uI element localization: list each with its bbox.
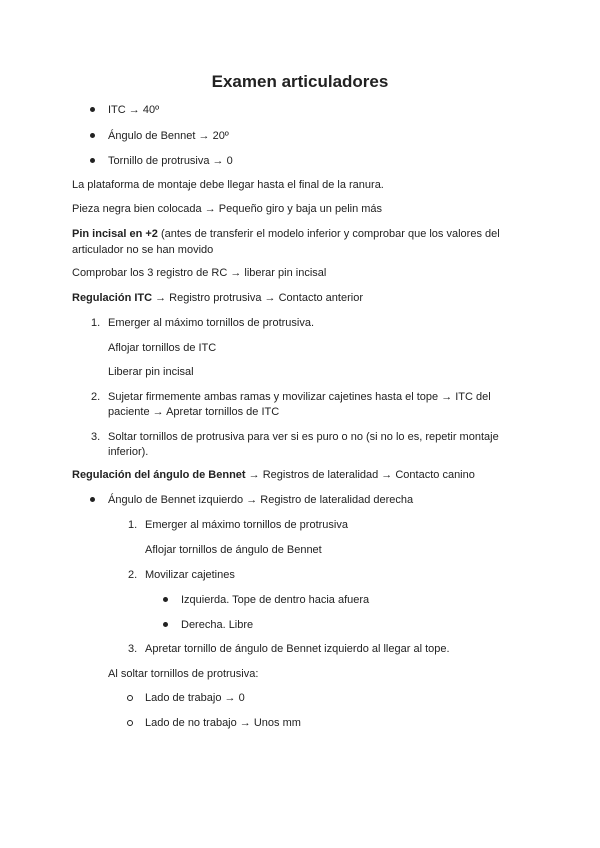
circle-bullet	[127, 695, 133, 701]
paragraph: Comprobar los 3 registro de RC → liberar pin incisal	[72, 267, 327, 279]
list-item: Aflojar tornillos de ángulo de Bennet	[145, 544, 322, 556]
paragraph: articulador no se han movido	[72, 244, 214, 256]
list-item: Emerger al máximo tornillos de protrusiva	[145, 519, 348, 531]
bold-text: Regulación del ángulo de Bennet	[72, 469, 246, 481]
list-item: Ángulo de Bennet → 20º	[108, 130, 229, 142]
bullet-dot	[90, 158, 95, 163]
page-title: Examen articuladores	[211, 72, 389, 91]
section-heading	[72, 468, 475, 482]
step-number: 2.	[128, 569, 138, 581]
list-item: ITC → 40º	[108, 104, 160, 116]
step-number: 3.	[91, 431, 101, 443]
paragraph: Pieza negra bien colocada → Pequeño giro y baja un pelin más	[72, 203, 383, 215]
list-item: Soltar tornillos de protrusiva para ver si es puro o no (si no lo es, repetir montaje	[108, 431, 499, 443]
list-item: Sujetar firmemente ambas ramas y movilizar cajetines hasta el tope → ITC del	[108, 391, 491, 403]
heading-text: → Registro protrusiva → Contacto anterior	[152, 292, 363, 304]
paragraph-text: (antes de transferir el modelo inferior y comprobar que los valores del	[157, 228, 500, 240]
list-item: paciente → Apretar tornillos de ITC	[108, 406, 280, 418]
heading-text: → Registros de lateralidad → Contacto canino	[245, 469, 475, 481]
bullet-dot	[90, 133, 95, 138]
list-item: Ángulo de Bennet izquierdo → Registro de lateralidad derecha	[108, 494, 414, 506]
step-number: 1.	[128, 519, 138, 531]
bullet-dot	[163, 597, 168, 602]
circle-bullet	[127, 720, 133, 726]
list-item: inferior).	[108, 446, 149, 458]
bold-text: Pin incisal en +2	[72, 228, 158, 240]
list-item: Liberar pin incisal	[108, 366, 194, 378]
bullet-dot	[90, 497, 95, 502]
bullet-dot	[90, 107, 95, 112]
list-item: Derecha. Libre	[181, 619, 254, 631]
bold-text: Regulación ITC	[72, 292, 153, 304]
step-number: 2.	[91, 391, 101, 403]
step-number: 1.	[91, 317, 101, 329]
paragraph: La plataforma de montaje debe llegar hasta el final de la ranura.	[72, 179, 384, 191]
list-item: Tornillo de protrusiva → 0	[108, 155, 233, 167]
paragraph: Al soltar tornillos de protrusiva:	[108, 668, 259, 680]
list-item: Aflojar tornillos de ITC	[108, 342, 217, 354]
section-heading	[72, 291, 363, 305]
step-number: 3.	[128, 643, 138, 655]
list-item: Movilizar cajetines	[145, 569, 235, 581]
list-item: Emerger al máximo tornillos de protrusiva.	[108, 317, 315, 329]
paragraph	[72, 227, 500, 241]
list-item: Apretar tornillo de ángulo de Bennet izquierdo al llegar al tope.	[145, 643, 450, 655]
bullet-dot	[163, 622, 168, 627]
list-item: Izquierda. Tope de dentro hacia afuera	[181, 594, 370, 606]
list-item: Lado de no trabajo → Unos mm	[145, 717, 301, 729]
list-item: Lado de trabajo → 0	[145, 692, 245, 704]
